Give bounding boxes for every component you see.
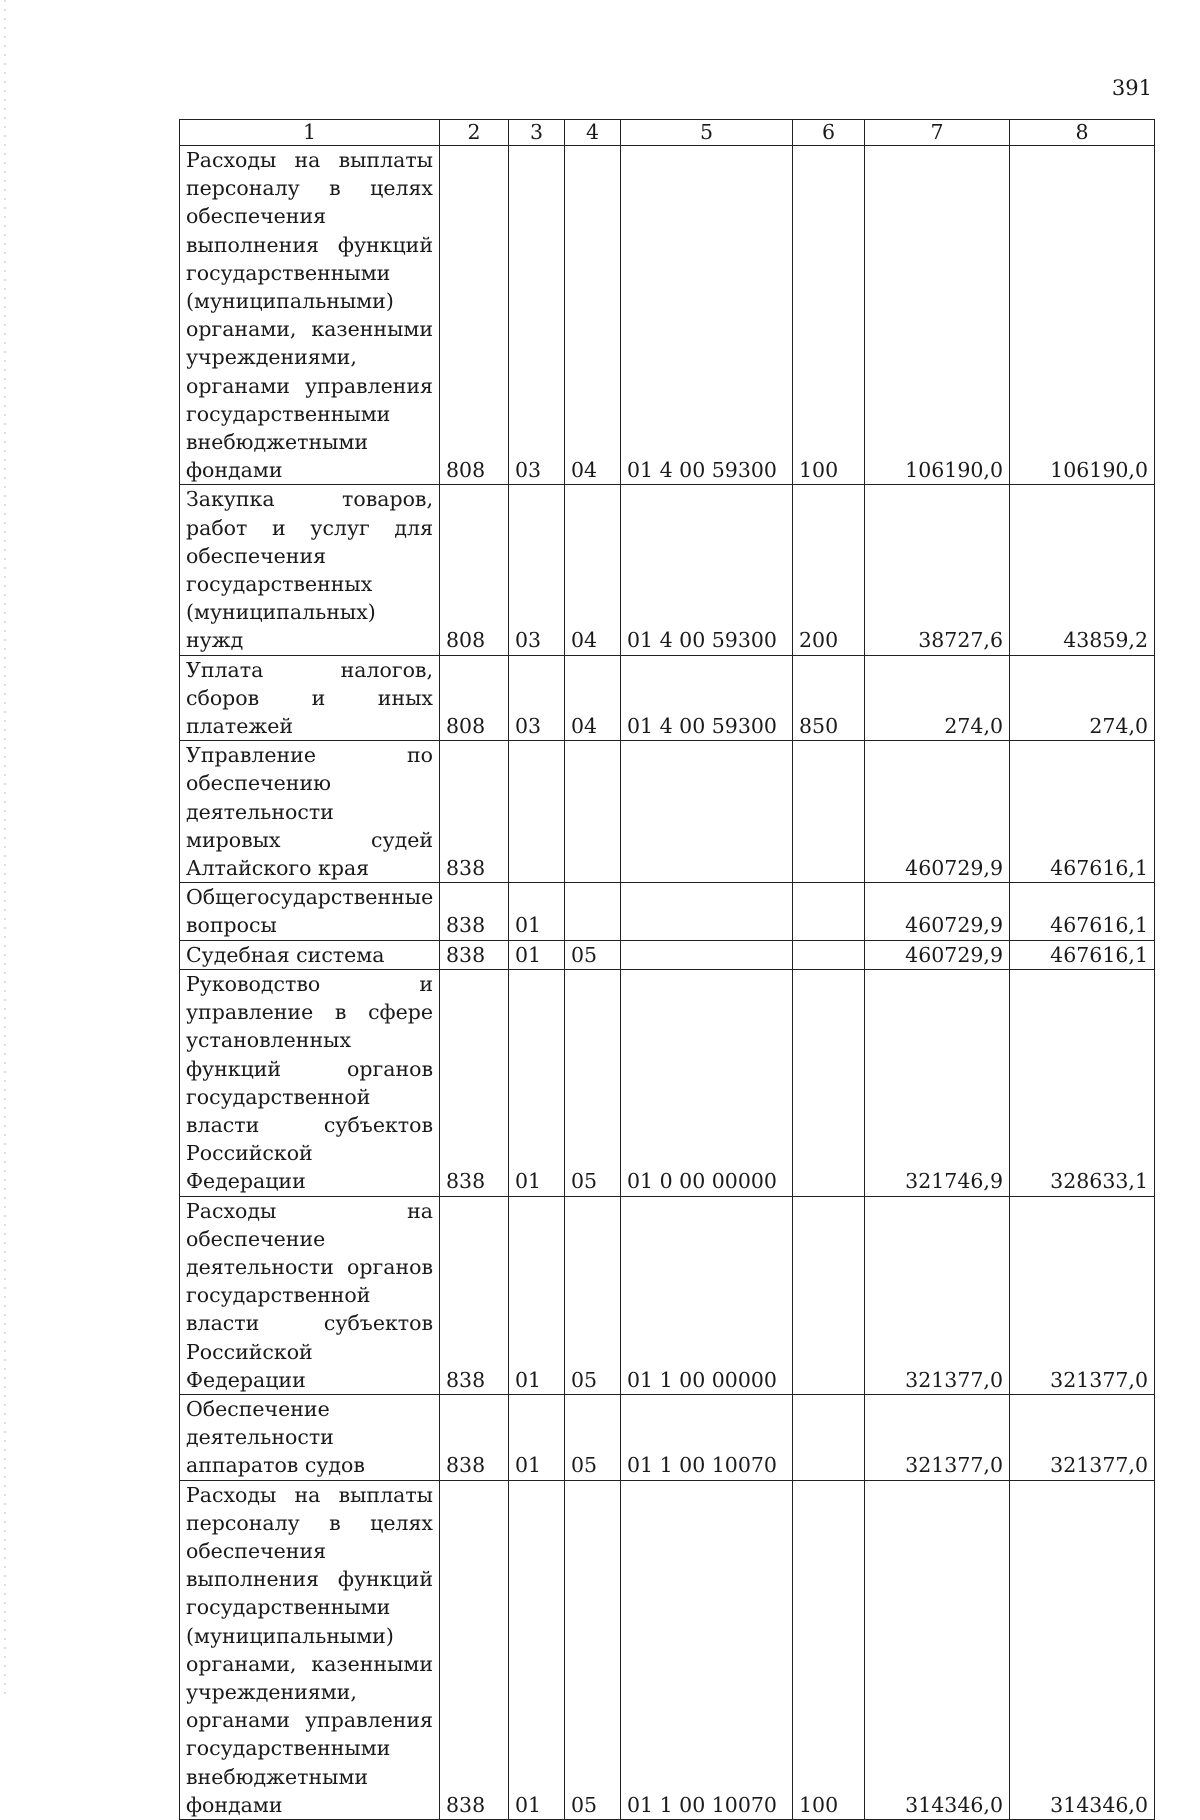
row-description: Уплата налогов, сборов и иных платежей xyxy=(180,655,440,741)
subsection-code: 05 xyxy=(565,1196,621,1394)
section-code: 01 xyxy=(509,1480,565,1819)
target-article-code: 01 4 00 59300 xyxy=(621,655,793,741)
target-article-code: 01 4 00 59300 xyxy=(621,485,793,655)
amount-year-1: 274,0 xyxy=(865,655,1010,741)
expense-type-code: 100 xyxy=(793,1480,865,1819)
target-article-code: 01 4 00 59300 xyxy=(621,146,793,485)
row-description: Расходы на обеспечение деятельности органов государственной власти субъектов Российской Федерации xyxy=(180,1196,440,1394)
column-header: 7 xyxy=(865,120,1010,146)
table-row xyxy=(180,1394,1155,1480)
row-description: Общегосударственные вопросы xyxy=(180,883,440,940)
subsection-code xyxy=(565,883,621,940)
expense-type-code xyxy=(793,1196,865,1394)
amount-year-1: 38727,6 xyxy=(865,485,1010,655)
table-body xyxy=(180,146,1155,1820)
subsection-code: 05 xyxy=(565,1480,621,1819)
target-article-code: 01 1 00 00000 xyxy=(621,1196,793,1394)
column-header: 2 xyxy=(440,120,509,146)
expense-type-code: 100 xyxy=(793,146,865,485)
table-row xyxy=(180,1196,1155,1394)
column-header: 8 xyxy=(1010,120,1155,146)
expense-type-code xyxy=(793,741,865,883)
ministry-code: 838 xyxy=(440,883,509,940)
ministry-code: 808 xyxy=(440,655,509,741)
section-code: 03 xyxy=(509,655,565,741)
table-row xyxy=(180,940,1155,969)
section-code xyxy=(509,741,565,883)
expense-type-code xyxy=(793,969,865,1196)
ministry-code: 838 xyxy=(440,969,509,1196)
table-row xyxy=(180,969,1155,1196)
subsection-code xyxy=(565,741,621,883)
expense-type-code: 850 xyxy=(793,655,865,741)
expense-type-code xyxy=(793,1394,865,1480)
table-row xyxy=(180,485,1155,655)
table-header xyxy=(180,120,1155,146)
amount-year-1: 321377,0 xyxy=(865,1196,1010,1394)
target-article-code xyxy=(621,883,793,940)
ministry-code: 808 xyxy=(440,485,509,655)
page-number: 391 xyxy=(1111,76,1152,100)
amount-year-1: 106190,0 xyxy=(865,146,1010,485)
amount-year-2: 43859,2 xyxy=(1010,485,1155,655)
row-description: Обеспечение деятельности аппаратов судов xyxy=(180,1394,440,1480)
table-row xyxy=(180,883,1155,940)
section-code: 01 xyxy=(509,940,565,969)
amount-year-2: 467616,1 xyxy=(1010,741,1155,883)
ministry-code: 838 xyxy=(440,1394,509,1480)
ministry-code: 808 xyxy=(440,146,509,485)
section-code: 01 xyxy=(509,1394,565,1480)
section-code: 01 xyxy=(509,883,565,940)
section-code: 01 xyxy=(509,1196,565,1394)
subsection-code: 05 xyxy=(565,1394,621,1480)
row-description: Судебная система xyxy=(180,940,440,969)
amount-year-2: 106190,0 xyxy=(1010,146,1155,485)
ministry-code: 838 xyxy=(440,741,509,883)
amount-year-1: 460729,9 xyxy=(865,883,1010,940)
column-header: 1 xyxy=(180,120,440,146)
amount-year-1: 321746,9 xyxy=(865,969,1010,1196)
column-header: 5 xyxy=(621,120,793,146)
amount-year-1: 314346,0 xyxy=(865,1480,1010,1819)
subsection-code: 04 xyxy=(565,485,621,655)
subsection-code: 04 xyxy=(565,655,621,741)
row-description: Руководство и управление в сфере установленных функций органов государственной власти субъектов Российской Федерации xyxy=(180,969,440,1196)
target-article-code: 01 0 00 00000 xyxy=(621,969,793,1196)
table-row xyxy=(180,1480,1155,1819)
ministry-code: 838 xyxy=(440,940,509,969)
section-code: 01 xyxy=(509,969,565,1196)
row-description: Расходы на выплаты персоналу в целях обеспечения выполнения функций государственными (муниципальными) органами, казенными учреждениями, органами управления государственными внебюджетными фондами xyxy=(180,146,440,485)
amount-year-2: 467616,1 xyxy=(1010,883,1155,940)
column-header: 4 xyxy=(565,120,621,146)
ministry-code: 838 xyxy=(440,1196,509,1394)
table-row xyxy=(180,741,1155,883)
expense-type-code xyxy=(793,940,865,969)
row-description: Закупка товаров, работ и услуг для обеспечения государственных (муниципальных) нужд xyxy=(180,485,440,655)
subsection-code: 05 xyxy=(565,969,621,1196)
table-row xyxy=(180,655,1155,741)
amount-year-2: 321377,0 xyxy=(1010,1394,1155,1480)
column-header: 3 xyxy=(509,120,565,146)
table-row xyxy=(180,146,1155,485)
amount-year-2: 328633,1 xyxy=(1010,969,1155,1196)
target-article-code xyxy=(621,741,793,883)
amount-year-2: 314346,0 xyxy=(1010,1480,1155,1819)
amount-year-2: 274,0 xyxy=(1010,655,1155,741)
section-code: 03 xyxy=(509,146,565,485)
section-code: 03 xyxy=(509,485,565,655)
header-row xyxy=(180,120,1155,146)
expense-type-code xyxy=(793,883,865,940)
subsection-code: 05 xyxy=(565,940,621,969)
target-article-code xyxy=(621,940,793,969)
budget-table xyxy=(179,119,1155,1820)
amount-year-2: 321377,0 xyxy=(1010,1196,1155,1394)
column-header: 6 xyxy=(793,120,865,146)
scan-edge-marks xyxy=(4,0,6,1697)
row-description: Управление по обеспечению деятельности мировых судей Алтайского края xyxy=(180,741,440,883)
target-article-code: 01 1 00 10070 xyxy=(621,1480,793,1819)
target-article-code: 01 1 00 10070 xyxy=(621,1394,793,1480)
ministry-code: 838 xyxy=(440,1480,509,1819)
amount-year-1: 460729,9 xyxy=(865,940,1010,969)
amount-year-1: 460729,9 xyxy=(865,741,1010,883)
amount-year-1: 321377,0 xyxy=(865,1394,1010,1480)
amount-year-2: 467616,1 xyxy=(1010,940,1155,969)
subsection-code: 04 xyxy=(565,146,621,485)
row-description: Расходы на выплаты персоналу в целях обеспечения выполнения функций государственными (муниципальными) органами, казенными учреждениями, органами управления государственными внебюджетными фондами xyxy=(180,1480,440,1819)
expense-type-code: 200 xyxy=(793,485,865,655)
